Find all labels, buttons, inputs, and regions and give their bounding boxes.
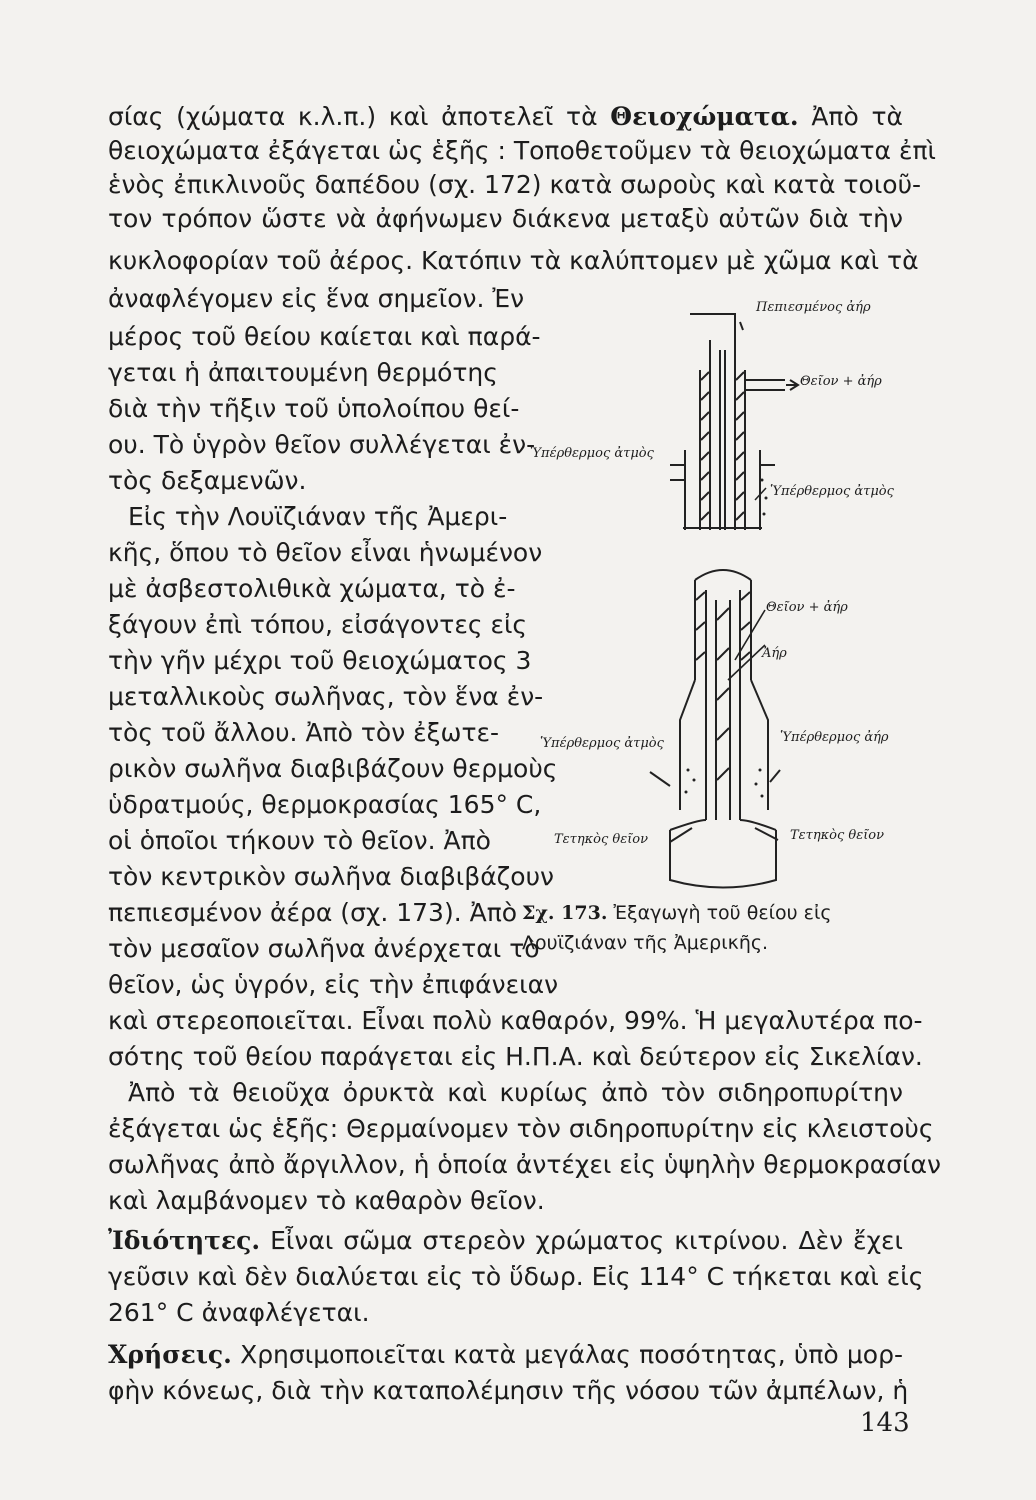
bottom-chamber (670, 830, 776, 888)
text-line: ἐξάγεται ὡς ἑξῆς: Θερμαίνομεν τὸν σιδηροπυρίτην εἰς κλειστοὺς (108, 1114, 934, 1143)
properties-line: Ἰδιότητες. Εἶναι σῶμα στερεὸν χρώματος κιτρίνου. Δὲν ἔχει (108, 1226, 903, 1255)
text-line: οἱ ὁποῖοι τήκουν τὸ θεῖον. Ἀπὸ (108, 826, 491, 855)
label-superheated-steam-left-top: Ὑπέρθερμος ἀτμὸς (530, 446, 654, 461)
text-line: Ἀπὸ τὰ θειοῦχα ὀρυκτὰ καὶ κυρίως ἀπὸ τὸν σιδηροπυρίτην (128, 1078, 903, 1107)
text-line: κῆς, ὅπου τὸ θεῖον εἶναι ἡνωμένον (108, 538, 543, 567)
text-line: μεταλλικοὺς σωλῆνας, τὸν ἕνα ἐν- (108, 682, 544, 711)
text-line: μέρος τοῦ θείου καίεται καὶ παρά- (108, 322, 541, 351)
uses-line: Χρήσεις. Χρησιμοποιεῖται κατὰ μεγάλας ποσότητας, ὑπὸ μορ- (108, 1340, 903, 1369)
lower-cap (695, 570, 751, 580)
text-line: σότης τοῦ θείου παράγεται εἰς Η.Π.Α. καὶ δεύτερον εἰς Σικελίαν. (108, 1042, 923, 1071)
sulfur-extraction-drawing (520, 300, 940, 895)
text-line: θεῖον, ὡς ὑγρόν, εἰς τὴν ἐπιφάνειαν (108, 970, 559, 999)
text-line: μὲ ἀσβεστολιθικὰ χώματα, τὸ ἐ- (108, 574, 516, 603)
bold-term-theiochomata: Θειοχώματα. (610, 102, 799, 131)
figure-173-diagram (520, 300, 940, 895)
text-line: ρικὸν σωλῆνα διαβιβάζουν θερμοὺς (108, 754, 558, 783)
text-line: τὸς δεξαμενῶν. (108, 466, 307, 495)
label-air: Ἀήρ (762, 646, 787, 661)
text-line: ξάγουν ἐπὶ τόπου, εἰσάγοντες εἰς (108, 610, 528, 639)
text-line: τὴν γῆν μέχρι τοῦ θειοχώματος 3 (108, 646, 532, 675)
text-line: καὶ λαμβάνομεν τὸ καθαρὸν θεῖον. (108, 1186, 545, 1215)
air-inlet-pipe (690, 314, 735, 340)
label-molten-sulfur-left: Τετηκὸς θεῖον (554, 832, 649, 847)
text-line: τὸν μεσαῖον σωλῆνα ἀνέρχεται τὸ (108, 934, 540, 963)
label-compressed-air: Πεπιεσμένος ἀήρ (756, 300, 871, 315)
heading-uses: Χρήσεις. (108, 1340, 232, 1369)
label-superheated-steam-right-top: Ὑπέρθερμος ἀτμὸς (770, 484, 894, 499)
text-line: σωλῆνας ἀπὸ ἄργιλλον, ἡ ὁποία ἀντέχει εἰς ὑψηλὴν θερμοκρασίαν (108, 1150, 941, 1179)
page-number: 143 (860, 1408, 910, 1438)
caption-number: Σχ. 173. (522, 902, 608, 924)
text-line: ἑνὸς ἐπικλινοῦς δαπέδου (σχ. 172) κατὰ σωροὺς καὶ κατὰ τοιοῦ- (108, 170, 922, 199)
text-line: τὸν κεντρικὸν σωλῆνα διαβιβάζουν (108, 862, 555, 891)
text-line: καὶ στερεοποιεῖται. Εἶναι πολὺ καθαρόν, 99%. Ἡ μεγαλυτέρα πο- (108, 1006, 923, 1035)
label-molten-sulfur-right: Τετηκὸς θεῖον (790, 828, 885, 843)
text-line: ὑδρατμούς, θερμοκρασίας 165° C, (108, 790, 542, 819)
label-sulfur-air-top: Θεῖον + ἀήρ (800, 374, 882, 389)
text-line: Εἰς τὴν Λουϊζιάναν τῆς Ἀμερι- (128, 502, 508, 531)
label-superheated-steam-left-bottom: Ὑπέρθερμος ἀτμὸς (540, 736, 664, 751)
figure-caption (522, 898, 912, 958)
text-line: 261° C ἀναφλέγεται. (108, 1298, 370, 1327)
text-line: ου. Τὸ ὑγρὸν θεῖον συλλέγεται ἐν- (108, 430, 536, 459)
text-line: διὰ τὴν τῆξιν τοῦ ὑπολοίπου θεί- (108, 394, 520, 423)
heading-properties: Ἰδιότητες. (108, 1226, 261, 1255)
inner-tube (710, 340, 735, 530)
text-line: γεται ἡ ἀπαιτουμένη θερμότης (108, 358, 498, 387)
text-line: φὴν κόνεως, διὰ τὴν καταπολέμησιν τῆς νόσου τῶν ἀμπέλων, ἡ (108, 1376, 909, 1405)
text-line: γεῦσιν καὶ δὲν διαλύεται εἰς τὸ ὕδωρ. Εἰς 114° C τήκεται καὶ εἰς (108, 1262, 924, 1291)
text-line: θειοχώματα ἐξάγεται ὡς ἑξῆς : Τοποθετοῦμεν τὰ θειοχώματα ἐπὶ (108, 136, 936, 165)
text-line: κυκλοφορίαν τοῦ ἀέρος. Κατόπιν τὰ καλύπτομεν μὲ χῶμα καὶ τὰ (108, 246, 919, 275)
text-line: τον τρόπον ὥστε νὰ ἀφήνωμεν διάκενα μεταξὺ αὐτῶν διὰ τὴν (108, 204, 903, 233)
label-superheated-air-right: Ὑπέρθερμος ἀήρ (780, 730, 889, 745)
label-sulfur-air-bottom: Θεῖον + ἀήρ (766, 600, 848, 615)
text-line-1: σίας (χώματα κ.λ.π.) καὶ ἀποτελεῖ τὰ Θειοχώματα. Ἀπὸ τὰ (108, 102, 903, 131)
text-line: τὸς τοῦ ἄλλου. Ἀπὸ τὸν ἐξωτε- (108, 718, 500, 747)
caption-text: Ἐξαγωγὴ τοῦ θείου εἰς Λουϊζιάναν τῆς Ἀμερικῆς. (522, 902, 832, 954)
text-line: πεπιεσμένον ἀέρα (σχ. 173). Ἀπὸ (108, 898, 518, 927)
outer-tube (685, 450, 760, 530)
text-line: ἀναφλέγομεν εἰς ἕνα σημεῖον. Ἐν (108, 284, 525, 313)
